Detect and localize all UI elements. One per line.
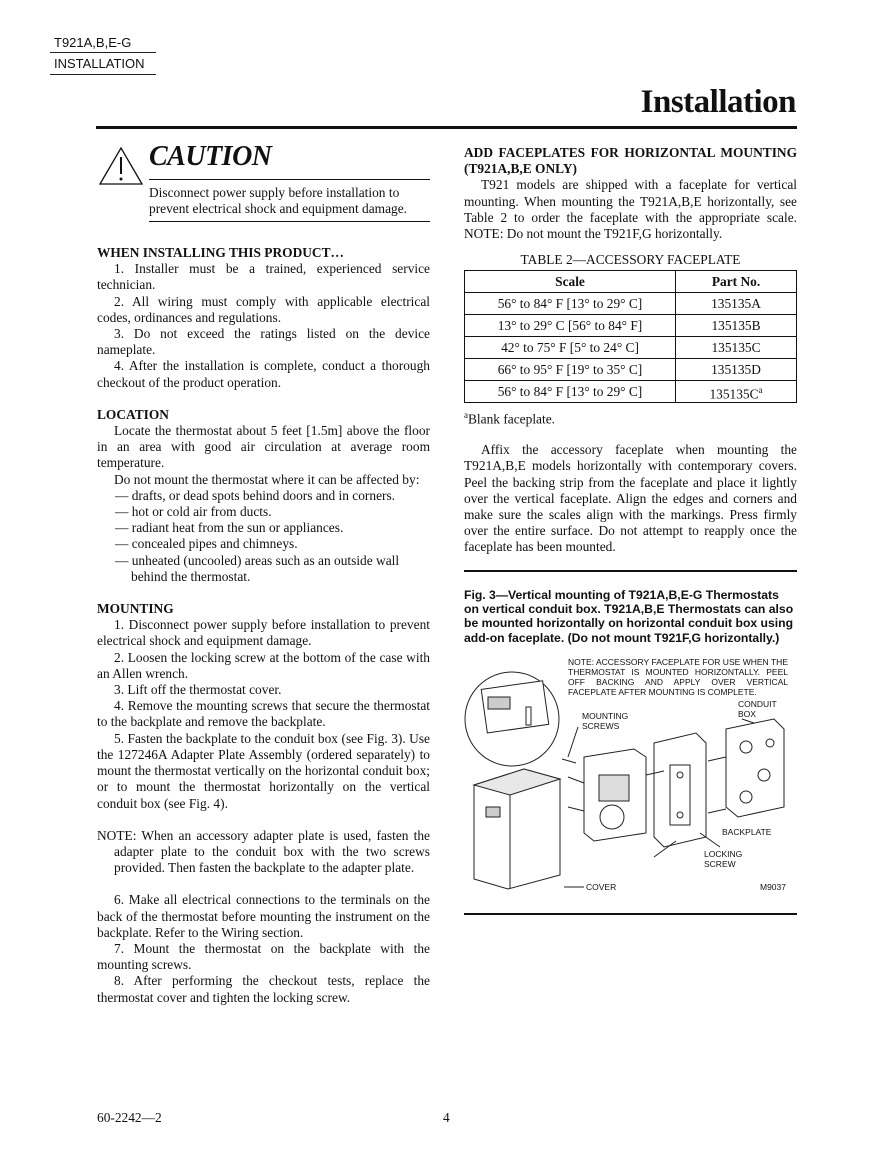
figure-3 xyxy=(464,570,797,916)
header-rule-bottom xyxy=(50,74,156,75)
when-installing-heading: WHEN INSTALLING THIS PRODUCT… xyxy=(97,245,344,260)
table-cell: 135135C xyxy=(676,337,797,359)
mounting-step: 4. Remove the mounting screws that secure the thermostat to the backplate and remove the backplate. xyxy=(97,698,430,730)
caution-rule-bottom xyxy=(149,221,430,222)
table-header-cell: Part No. xyxy=(676,271,797,293)
mounting-step: 6. Make all electrical connections to the terminals on the back of the thermostat before mounting the instrument on the backplate. Refer to the Wiring section. xyxy=(97,892,430,940)
table-row xyxy=(465,381,797,403)
header-section: INSTALLATION xyxy=(54,56,145,71)
warning-triangle-icon xyxy=(99,147,143,185)
when-installing-item: 3. Do not exceed the ratings listed on the device nameplate. xyxy=(97,326,430,358)
when-installing-item: 2. All wiring must comply with applicable electrical codes, ordinances and regulations. xyxy=(97,293,430,325)
label-cover: COVER xyxy=(586,882,617,893)
table-row xyxy=(465,293,797,315)
table-cell: 135135B xyxy=(676,315,797,337)
table-row xyxy=(465,359,797,381)
mounting-step: 8. After performing the checkout tests, replace the thermostat cover and tighten the locking screw. xyxy=(97,973,430,1005)
when-installing-item: 4. After the installation is complete, conduct a thorough checkout of the product operation. xyxy=(97,358,430,390)
table-cell: 66° to 95° F [19° to 35° C] xyxy=(465,359,676,381)
figure-note: NOTE: ACCESSORY FACEPLATE FOR USE WHEN THE THERMOSTAT IS MOUNTED HORIZONTALLY. PEEL OFF BACKING AND APPLY OVER VERTICAL FACEPLATE AFTER MOUNTING IS COMPLETE. xyxy=(568,657,788,698)
part-number: 135135C xyxy=(709,386,759,402)
footnote-marker: a xyxy=(758,384,763,395)
table-row xyxy=(465,315,797,337)
figure-caption: Fig. 3—Vertical mounting of T921A,B,E-G Thermostats on vertical conduit box. T921A,B,E Thermostats can also be mounted horizontally on horizontal conduit box using add-on faceplate. (Do not mount T921F,G horizontally.) xyxy=(464,587,794,645)
location-bullet: — unheated (uncooled) areas such as an outside wall behind the thermostat. xyxy=(115,552,400,584)
location-lead: Do not mount the thermostat where it can be affected by: xyxy=(114,471,420,487)
location-text: Locate the thermostat about 5 feet [1.5m] above the floor in an area with good air circulation at average room temperature. xyxy=(97,423,430,471)
label-mounting-screws: MOUNTING SCREWS xyxy=(582,711,629,732)
figure-illustration xyxy=(464,657,797,907)
page-title: Installation xyxy=(640,84,796,120)
footnote-text: Blank faceplate. xyxy=(468,411,555,427)
table-header-cell: Scale xyxy=(465,271,676,293)
affix-text: Affix the accessory faceplate when mounting the T921A,B,E models horizontally with contemporary covers. Peel the backing strip from the faceplate and place it lightly over the vertical faceplate. Align the edges and corners and make sure the scales align with the markings. Press firmly over the entire surface. Do not attempt to reapply once the faceplate has been mounted. xyxy=(464,442,797,555)
label-backplate: BACKPLATE xyxy=(722,827,772,838)
figure-code: M9037 xyxy=(760,882,786,893)
header-model: T921A,B,E-G xyxy=(54,35,132,50)
location-bullet: — concealed pipes and chimneys. xyxy=(115,536,298,552)
location-bullet: — hot or cold air from ducts. xyxy=(115,504,272,520)
label-conduit-box: CONDUIT BOX xyxy=(738,699,777,720)
right-column xyxy=(464,145,797,915)
note-text: When an accessory adapter plate is used, fasten the adapter plate to the conduit box with the two screws provided. Then fasten the backplate to the adapter plate. xyxy=(114,827,430,876)
table-cell: 56° to 84° F [13° to 29° C] xyxy=(465,293,676,315)
mounting-step: 1. Disconnect power supply before installation to prevent electrical shock and equipment damage. xyxy=(97,617,430,649)
footer-doc-number: 60-2242—2 xyxy=(97,1110,162,1125)
table-header-row xyxy=(465,271,797,293)
faceplate-table xyxy=(464,270,797,403)
mounting-step: 2. Loosen the locking screw at the bottom of the case with an Allen wrench. xyxy=(97,649,430,681)
title-rule xyxy=(96,126,797,129)
label-locking-screw: LOCKING SCREW xyxy=(704,849,743,870)
table-cell: 135135D xyxy=(676,359,797,381)
left-column xyxy=(97,141,430,1006)
header-rule-top xyxy=(50,52,156,53)
mounting-step: 5. Fasten the backplate to the conduit box (see Fig. 3). Use the 127246A Adapter Plate Assembly (ordered separately) to mount the thermostat vertically on the horizontal conduit box; or to mount the thermostat horizontally on the vertical conduit box (see Fig. 4). xyxy=(97,730,430,811)
table-caption: TABLE 2—ACCESSORY FACEPLATE xyxy=(520,252,741,268)
mounting-note xyxy=(97,828,430,877)
table-cell: 56° to 84° F [13° to 29° C] xyxy=(465,381,676,403)
figure-bottom-rule xyxy=(464,913,797,915)
table-cell: 13° to 29° C [56° to 84° F] xyxy=(465,315,676,337)
when-installing-item: 1. Installer must be a trained, experienced service technician. xyxy=(97,261,430,293)
note-label: NOTE: xyxy=(97,827,137,843)
caution-box xyxy=(97,141,430,225)
caution-heading: CAUTION xyxy=(149,141,272,172)
table-cell: 42° to 75° F [5° to 24° C] xyxy=(465,337,676,359)
faceplates-heading: ADD FACEPLATES FOR HORIZONTAL MOUNTING (T921A,B,E ONLY) xyxy=(464,145,797,177)
location-heading: LOCATION xyxy=(97,406,169,422)
table-footnote xyxy=(464,407,797,428)
table-cell: 135135A xyxy=(676,293,797,315)
footer-page-number: 4 xyxy=(443,1110,450,1125)
caution-text: Disconnect power supply before installation to prevent electrical shock and equipment damage. xyxy=(149,185,408,217)
mounting-step: 3. Lift off the thermostat cover. xyxy=(114,682,282,698)
faceplates-text: T921 models are shipped with a faceplate for vertical mounting. When mounting the T921A,B,E horizontally, see Table 2 to order the faceplate with the appropriate scale. NOTE: Do not mount the T921F,G horizontally. xyxy=(464,177,797,242)
location-bullet: — radiant heat from the sun or appliances. xyxy=(115,520,344,536)
footnote-marker: a xyxy=(464,410,468,421)
mounting-heading: MOUNTING xyxy=(97,601,174,617)
caution-rule-top xyxy=(149,179,430,180)
mounting-step: 7. Mount the thermostat on the backplate with the mounting screws. xyxy=(97,940,430,973)
table-row xyxy=(465,337,797,359)
table-cell xyxy=(676,381,797,403)
location-bullet: — drafts, or dead spots behind doors and in corners. xyxy=(115,487,396,503)
